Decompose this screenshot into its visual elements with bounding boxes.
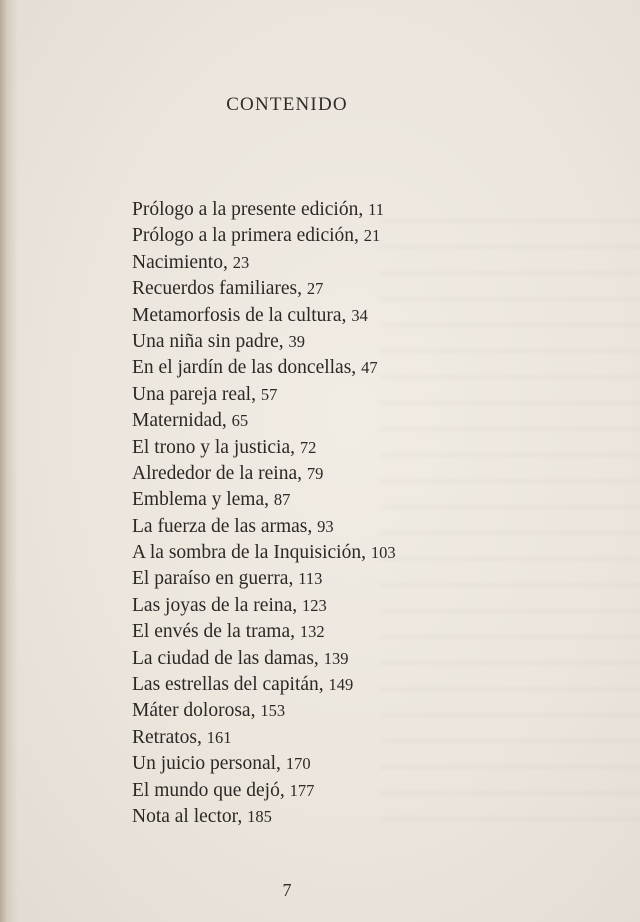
toc-entry-page: 39 <box>288 331 305 351</box>
toc-entry-page: 27 <box>306 279 324 299</box>
toc-entry-title: Las joyas de la reina, <box>132 594 298 616</box>
toc-entry <box>132 276 396 302</box>
page-number: 7 <box>282 880 292 900</box>
toc-entry <box>132 751 396 777</box>
toc-entry-page: 161 <box>206 727 232 747</box>
toc-entry <box>132 672 396 698</box>
toc-entry-title: Máter dolorosa, <box>132 700 256 722</box>
toc-entry <box>132 593 396 619</box>
toc-entry-title: La fuerza de las armas, <box>132 515 313 537</box>
toc-entry-title: En el jardín de las doncellas, <box>132 357 357 379</box>
toc-entry-title: El trono y la justicia, <box>132 436 296 458</box>
toc-entry <box>132 223 396 249</box>
toc-entry <box>132 778 396 804</box>
toc-entry-page: 103 <box>370 543 396 563</box>
toc-entry <box>132 698 396 724</box>
toc-entry <box>132 804 396 830</box>
toc-entry <box>132 382 396 408</box>
toc-entry-title: Una pareja real, <box>132 383 256 405</box>
toc-entry-title: Prólogo a la primera edición, <box>132 225 359 247</box>
toc-entry-page: 123 <box>302 595 327 615</box>
toc-entry-title: Nota al lector, <box>132 805 243 827</box>
toc-entry-title: Recuerdos familiares, <box>132 278 303 300</box>
toc-entry <box>132 566 396 592</box>
toc-entry-page: 72 <box>299 437 317 457</box>
toc-entry-title: Prólogo a la presente edición, <box>132 199 364 220</box>
toc-entry-page: 87 <box>273 490 291 510</box>
toc-entry-page: 93 <box>317 516 334 536</box>
toc-entry-title: A la sombra de la Inquisición, <box>132 542 366 564</box>
toc-entry-title: El envés de la trama, <box>132 621 295 643</box>
show-through-text <box>380 220 640 820</box>
toc-entry-page: 57 <box>260 384 278 404</box>
toc-entry-page: 177 <box>289 780 315 800</box>
toc-entry-title: Emblema y lema, <box>132 489 269 511</box>
toc-entry-page: 170 <box>285 754 311 774</box>
toc-entry-title: Las estrellas del capitán, <box>132 674 324 696</box>
toc-entry-page: 149 <box>328 675 354 695</box>
toc-entry <box>132 725 396 751</box>
toc-entry-title: La ciudad de las damas, <box>132 647 319 669</box>
toc-entry <box>132 487 396 513</box>
toc-entry <box>132 197 396 223</box>
table-of-contents <box>132 197 396 830</box>
toc-entry-page: 113 <box>298 569 323 589</box>
toc-entry-title: Metamorfosis de la cultura, <box>132 304 347 326</box>
toc-entry <box>132 355 396 381</box>
toc-entry <box>132 329 396 355</box>
toc-entry <box>132 435 396 461</box>
toc-entry-title: Una niña sin padre, <box>132 330 284 352</box>
toc-entry <box>132 461 396 487</box>
toc-entry-page: 21 <box>363 226 381 246</box>
toc-entry-title: Nacimiento, <box>132 251 228 273</box>
toc-entry-title: Retratos, <box>132 726 202 748</box>
toc-entry <box>132 303 396 329</box>
toc-entry-page: 34 <box>351 305 368 325</box>
toc-entry-page: 132 <box>299 622 325 642</box>
toc-entry-page: 153 <box>260 701 286 721</box>
toc-entry-page: 185 <box>247 806 272 826</box>
toc-entry-title: El mundo que dejó, <box>132 779 285 801</box>
binding-shadow <box>0 0 18 922</box>
toc-entry-page: 79 <box>306 463 324 483</box>
toc-entry-page: 23 <box>232 252 250 272</box>
toc-entry <box>132 619 396 645</box>
toc-entry-page: 47 <box>361 358 378 378</box>
toc-entry <box>132 514 396 540</box>
toc-entry-title: Un juicio personal, <box>132 753 281 775</box>
toc-entry-title: El paraíso en guerra, <box>132 568 294 590</box>
toc-entry-page: 11 <box>368 200 384 219</box>
page-title: CONTENIDO <box>226 94 348 115</box>
toc-entry <box>132 250 396 276</box>
toc-entry <box>132 408 396 434</box>
toc-entry-page: 65 <box>231 411 249 431</box>
toc-entry <box>132 540 396 566</box>
toc-entry <box>132 646 396 672</box>
toc-entry-title: Alrededor de la reina, <box>132 462 302 484</box>
toc-entry-title: Maternidad, <box>132 410 227 432</box>
toc-entry-page: 139 <box>323 648 349 668</box>
